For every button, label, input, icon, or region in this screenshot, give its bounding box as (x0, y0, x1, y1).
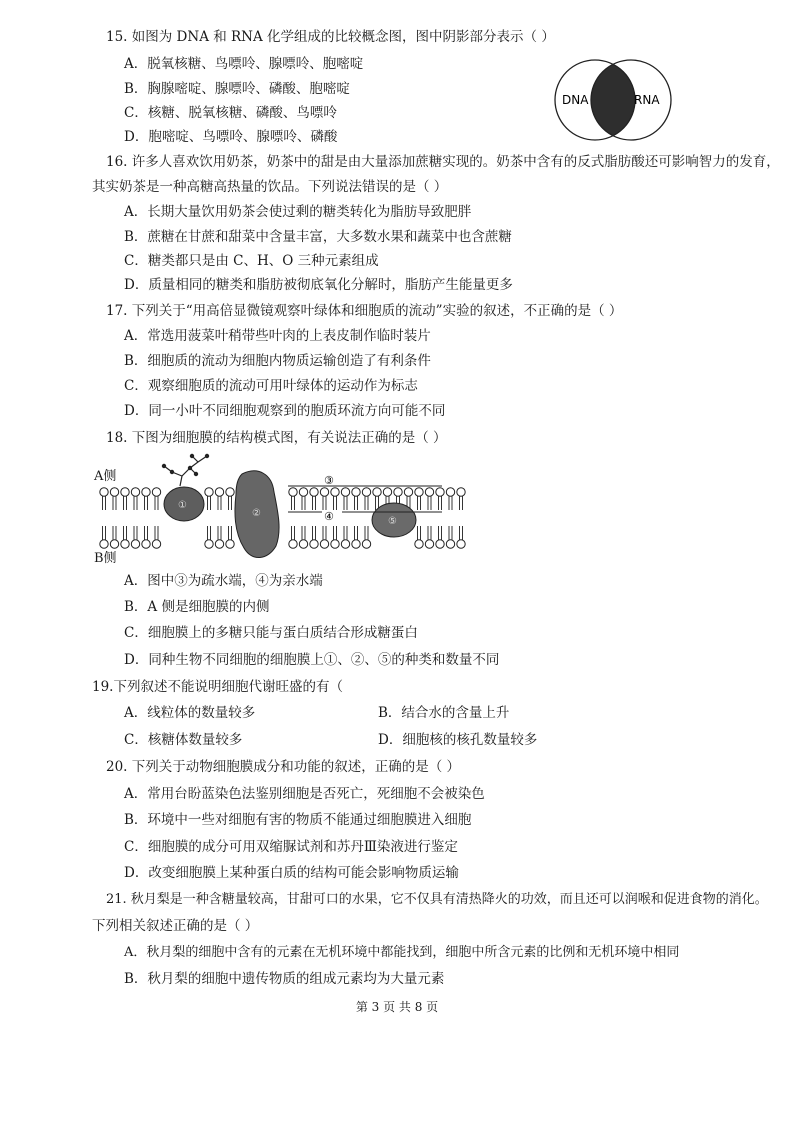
side-b-label: B侧 (94, 551, 117, 566)
q16-stem-line2: 其实奶茶是一种高糖高热量的饮品。下列说法错误的是（ ） (92, 179, 448, 195)
q15-option-d: D．胞嘧啶、鸟嘌呤、腺嘌呤、磷酸 (124, 129, 338, 145)
phospholipid-tail (134, 526, 137, 540)
q15-option-b: B．胸腺嘧啶、腺嘌呤、磷酸、胞嘧啶 (124, 81, 350, 97)
q17-option-b: B．细胞质的流动为细胞内物质运输创造了有利条件 (124, 353, 431, 369)
phospholipid-head (226, 540, 234, 548)
phospholipid-tail (218, 496, 221, 510)
phospholipid-tail (302, 526, 305, 540)
phospholipid-tail (334, 496, 337, 510)
phospholipid-head (310, 488, 318, 496)
phospholipid-head (331, 488, 339, 496)
phospholipid-tail (208, 526, 211, 540)
q18-option-b: B．A 侧是细胞膜的内侧 (124, 599, 270, 615)
q18-option-d: D．同种生物不同细胞的细胞膜上①、②、⑤的种类和数量不同 (124, 652, 500, 668)
phospholipid-tail (145, 496, 148, 510)
phospholipid-head (205, 540, 213, 548)
q19-option-a: A．线粒体的数量较多 (124, 705, 256, 721)
phospholipid-tail (302, 496, 305, 510)
phospholipid-head (310, 540, 318, 548)
q20-option-a: A．常用台盼蓝染色法鉴别细胞是否死亡，死细胞不会被染色 (124, 786, 485, 802)
q19-option-c: C．核糖体数量较多 (124, 732, 243, 748)
phospholipid-head (362, 488, 370, 496)
phospholipid-head (121, 488, 129, 496)
phospholipid-head (425, 488, 433, 496)
q19-option-b: B．结合水的含量上升 (378, 705, 510, 721)
phospholipid-tail (124, 496, 127, 510)
phospholipid-tail (313, 496, 316, 510)
q20-option-d: D．改变细胞膜上某种蛋白质的结构可能会影响物质运输 (124, 865, 459, 881)
phospholipid-head (457, 488, 465, 496)
q18-stem: 18. 下图为细胞膜的结构模式图，有关说法正确的是（ ） (106, 430, 447, 446)
phospholipid-head (289, 540, 297, 548)
q21-option-a: A．秋月梨的细胞中含有的元素在无机环境中都能找到，细胞中所含元素的比例和无机环境中相同 (124, 945, 680, 960)
q21-stem-line2: 下列相关叙述正确的是（ ） (92, 918, 259, 934)
phospholipid-tail (355, 496, 358, 510)
phospholipid-tail (334, 526, 337, 540)
q17-option-a: A．常选用菠菜叶稍带些叶肉的上表皮制作临时装片 (124, 328, 431, 344)
phospholipid-tail (292, 496, 295, 510)
phospholipid-head (415, 540, 423, 548)
phospholipid-tail (418, 496, 421, 510)
phospholipid-head (110, 540, 118, 548)
phospholipid-tail (344, 496, 347, 510)
phospholipid-tail (103, 526, 106, 540)
phospholipid-tail (449, 496, 452, 510)
phospholipid-head (446, 540, 454, 548)
q15-stem: 15. 如图为 DNA 和 RNA 化学组成的比较概念图，图中阴影部分表示（ ） (106, 29, 555, 45)
q17-option-d: D．同一小叶不同细胞观察到的胞质环流方向可能不同 (124, 403, 446, 419)
phospholipid-tail (323, 526, 326, 540)
phospholipid-tail (365, 496, 368, 510)
label-5: ⑤ (388, 516, 397, 527)
label-3: ③ (324, 474, 334, 487)
label-4: ④ (324, 510, 334, 523)
label-1: ① (178, 500, 187, 511)
phospholipid-head (226, 488, 234, 496)
phospholipid-head (320, 488, 328, 496)
phospholipid-head (289, 488, 297, 496)
phospholipid-tail (449, 526, 452, 540)
phospholipid-tail (208, 496, 211, 510)
phospholipid-head (436, 488, 444, 496)
phospholipid-head (152, 540, 160, 548)
phospholipid-tail (428, 526, 431, 540)
phospholipid-tail (460, 526, 463, 540)
q20-stem: 20. 下列关于动物细胞膜成分和功能的叙述，正确的是（ ） (106, 759, 461, 775)
phospholipid-head (131, 540, 139, 548)
phospholipid-head (131, 488, 139, 496)
phospholipid-tail (155, 496, 158, 510)
phospholipid-tail (460, 496, 463, 510)
q20-option-c: C．细胞膜的成分可用双缩脲试剂和苏丹Ⅲ染液进行鉴定 (124, 839, 458, 855)
phospholipid-head (425, 540, 433, 548)
phospholipid-head (415, 488, 423, 496)
phospholipid-tail (418, 526, 421, 540)
venn-dna-label: DNA (562, 93, 589, 107)
phospholipid-tail (428, 496, 431, 510)
venn-rna-label: RNA (634, 93, 660, 107)
phospholipid-head (215, 488, 223, 496)
phospholipid-head (341, 488, 349, 496)
q16-option-a: A．长期大量饮用奶茶会使过剩的糖类转化为脂肪导致肥胖 (124, 204, 472, 220)
phospholipid-head (446, 488, 454, 496)
phospholipid-head (121, 540, 129, 548)
phospholipid-tail (229, 496, 232, 510)
q21-stem-line1: 21. 秋月梨是一种含糖量较高，甘甜可口的水果，它不仅具有清热降火的功效，而且还可以润喉和促进食物的消化。 (106, 892, 768, 907)
side-a-label: A侧 (94, 469, 117, 484)
q21-option-b: B．秋月梨的细胞中遗传物质的组成元素均为大量元素 (124, 971, 445, 987)
phospholipid-tail (113, 526, 116, 540)
phospholipid-head (100, 540, 108, 548)
phospholipid-head (320, 540, 328, 548)
q15-option-c: C．核糖、脱氧核糖、磷酸、鸟嘌呤 (124, 105, 337, 121)
phospholipid-head (352, 540, 360, 548)
q17-stem: 17. 下列关于“用高倍显微镜观察叶绿体和细胞质的流动”实验的叙述，不正确的是（ ） (106, 303, 623, 319)
phospholipid-tail (355, 526, 358, 540)
phospholipid-head (142, 540, 150, 548)
phospholipid-tail (103, 496, 106, 510)
phospholipid-head (110, 488, 118, 496)
phospholipid-tail (155, 526, 158, 540)
phospholipid-head (142, 488, 150, 496)
phospholipid-head (383, 488, 391, 496)
phospholipid-head (299, 540, 307, 548)
phospholipid-head (436, 540, 444, 548)
q18-option-c: C．细胞膜上的多糖只能与蛋白质结合形成糖蛋白 (124, 625, 418, 641)
phospholipid-tail (229, 526, 232, 540)
phospholipid-tail (113, 496, 116, 510)
phospholipid-head (215, 540, 223, 548)
q19-option-d: D．细胞核的核孔数量较多 (378, 732, 538, 748)
q20-option-b: B．环境中一些对细胞有害的物质不能通过细胞膜进入细胞 (124, 812, 472, 828)
phospholipid-tail (124, 526, 127, 540)
phospholipid-tail (292, 526, 295, 540)
dna-rna-venn-diagram (548, 56, 678, 146)
q16-option-d: D．质量相同的糖类和脂肪被彻底氧化分解时，脂肪产生能量更多 (124, 277, 513, 293)
phospholipid-tail (134, 496, 137, 510)
phospholipid-head (394, 488, 402, 496)
q16-option-c: C．糖类都只是由 C、H、O 三种元素组成 (124, 253, 379, 269)
q16-option-b: B．蔗糖在甘蔗和甜菜中含量丰富，大多数水果和蔬菜中也含蔗糖 (124, 229, 512, 245)
phospholipid-head (362, 540, 370, 548)
phospholipid-head (152, 488, 160, 496)
phospholipid-tail (344, 526, 347, 540)
phospholipid-tail (218, 526, 221, 540)
label-2: ② (252, 508, 261, 519)
cell-membrane-diagram (92, 452, 472, 570)
q18-option-a: A．图中③为疏水端，④为亲水端 (124, 573, 323, 589)
phospholipid-head (352, 488, 360, 496)
phospholipid-tail (145, 526, 148, 540)
phospholipid-head (341, 540, 349, 548)
phospholipid-tail (323, 496, 326, 510)
phospholipid-head (404, 488, 412, 496)
phospholipid-head (373, 488, 381, 496)
page-footer: 第 3 页 共 8 页 (355, 1000, 439, 1014)
phospholipid-tail (439, 496, 442, 510)
phospholipid-head (331, 540, 339, 548)
phospholipid-tail (365, 526, 368, 540)
phospholipid-tail (439, 526, 442, 540)
phospholipid-head (205, 488, 213, 496)
q15-option-a: A．脱氧核糖、鸟嘌呤、腺嘌呤、胞嘧啶 (124, 56, 364, 72)
phospholipid-head (100, 488, 108, 496)
phospholipid-tail (313, 526, 316, 540)
q19-stem: 19.下列叙述不能说明细胞代谢旺盛的有（ (92, 679, 343, 695)
q16-stem-line1: 16. 许多人喜欢饮用奶茶，奶茶中的甜是由大量添加蔗糖实现的。奶茶中含有的反式脂肪酸还可影响智力的发育， (106, 154, 780, 170)
q17-option-c: C．观察细胞质的流动可用叶绿体的运动作为标志 (124, 378, 418, 394)
phospholipid-head (299, 488, 307, 496)
phospholipid-head (457, 540, 465, 548)
